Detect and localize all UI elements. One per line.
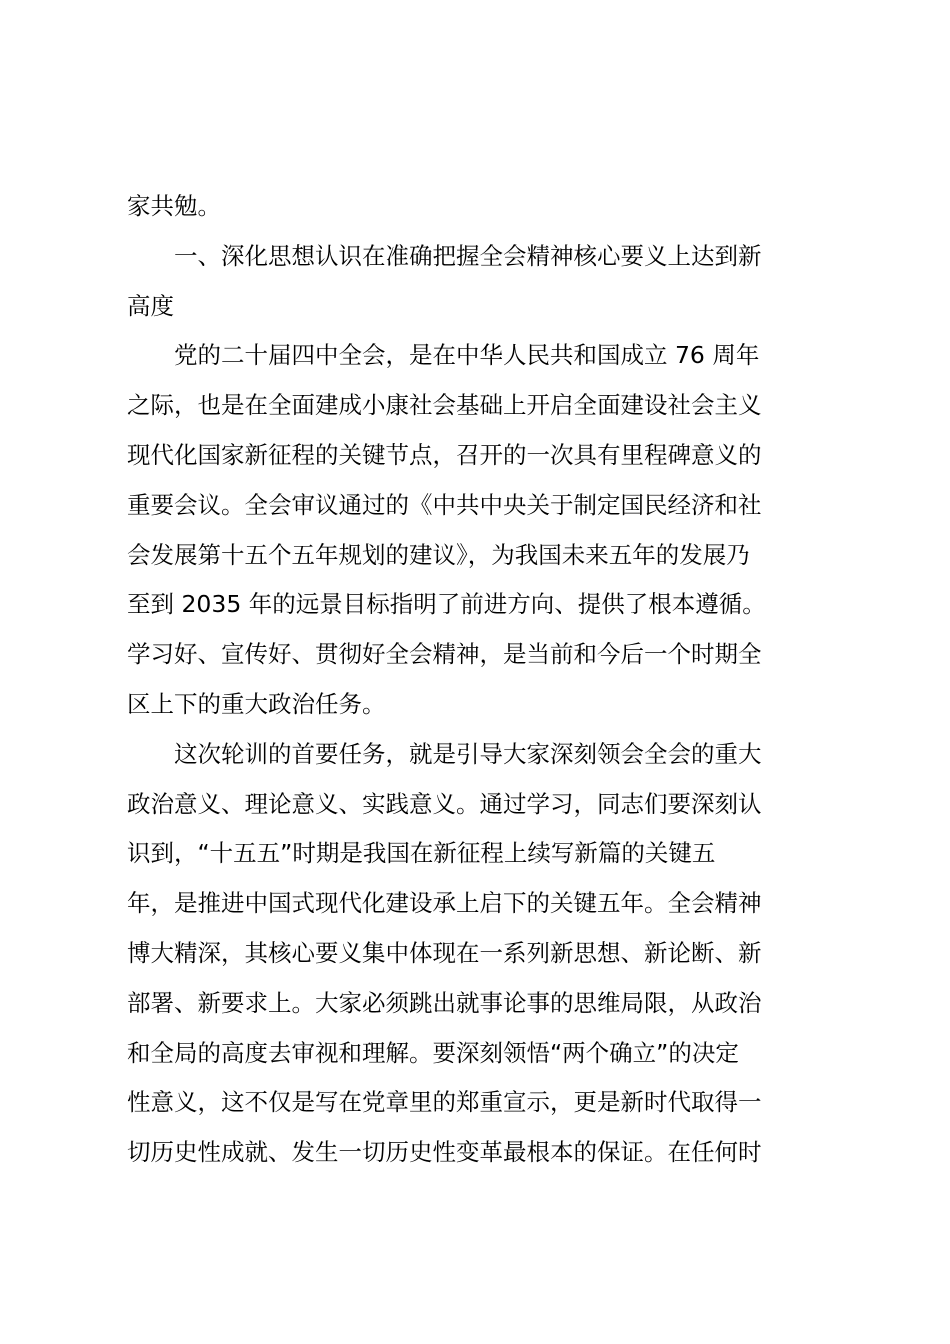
- text-line: 和全局的高度去审视和理解。要深刻领悟“两个确立”的决定: [127, 1038, 739, 1067]
- text-line: 至到 2035 年的远景目标指明了前进方向、提供了根本遵循。: [127, 590, 766, 619]
- text-line: 切历史性成就、发生一切历史性变革最根本的保证。在任何时: [127, 1138, 762, 1167]
- text-line: 家共勉。: [127, 192, 221, 220]
- paragraph-start: 这次轮训的首要任务，就是引导大家深刻领会全会的重大: [174, 739, 762, 768]
- section-heading: 一、深化思想认识在准确把握全会精神核心要义上达到新: [174, 241, 762, 270]
- document-body: [127, 182, 833, 1178]
- text-line: 性意义，这不仅是写在党章里的郑重宣示，更是新时代取得一: [127, 1088, 762, 1117]
- paragraph-start: 党的二十届四中全会，是在中华人民共和国成立 76 周年: [174, 341, 760, 370]
- text-line: 区上下的重大政治任务。: [127, 689, 386, 718]
- text-line: 部署、新要求上。大家必须跳出就事论事的思维局限，从政治: [127, 988, 762, 1017]
- text-line: 之际，也是在全面建成小康社会基础上开启全面建设社会主义: [127, 391, 762, 420]
- text-line: 重要会议。全会审议通过的《中共中央关于制定国民经济和社: [127, 490, 762, 519]
- text-line: 博大精深，其核心要义集中体现在一系列新思想、新论断、新: [127, 938, 762, 967]
- section-heading-continued: 高度: [127, 291, 174, 320]
- text-line: 政治意义、理论意义、实践意义。通过学习，同志们要深刻认: [127, 789, 762, 818]
- text-line: 学习好、宣传好、贯彻好全会精神，是当前和今后一个时期全: [127, 640, 762, 669]
- text-line: 识到，“十五五”时期是我国在新征程上续写新篇的关键五: [127, 839, 716, 868]
- text-line: 现代化国家新征程的关键节点，召开的一次具有里程碑意义的: [127, 440, 762, 469]
- text-line: 会发展第十五个五年规划的建议》，为我国未来五年的发展乃: [127, 540, 750, 569]
- text-line: 年，是推进中国式现代化建设承上启下的关键五年。全会精神: [127, 889, 762, 918]
